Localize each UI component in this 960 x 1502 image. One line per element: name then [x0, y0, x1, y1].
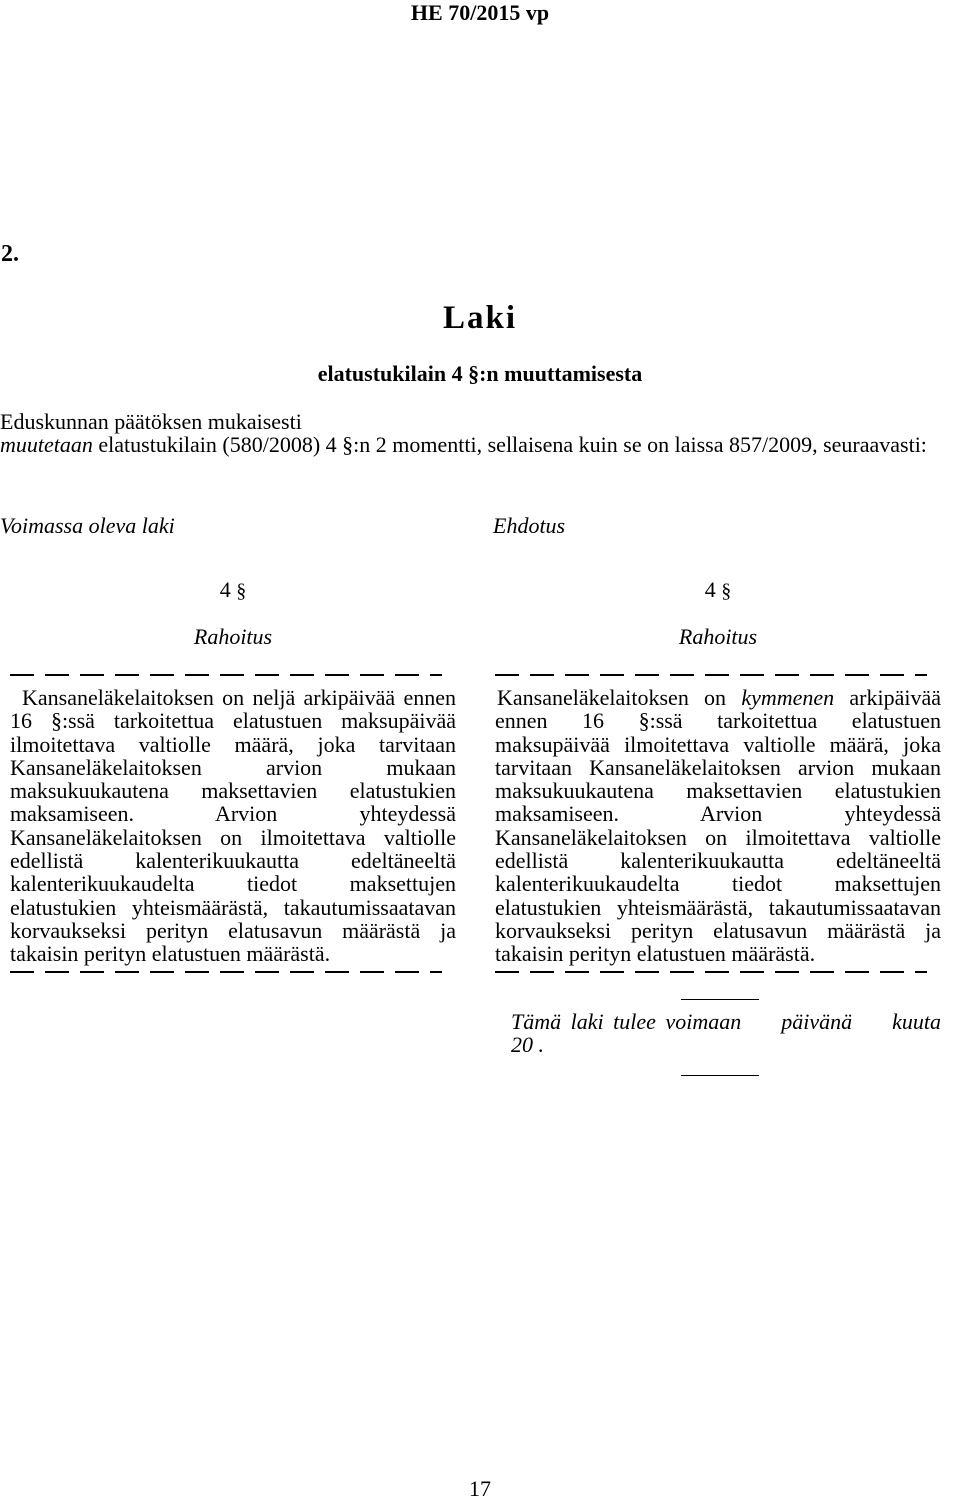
section-symbol: §: [721, 580, 732, 602]
current-law-column: [0, 512, 456, 973]
proposal-section-digit: 4: [704, 577, 716, 602]
entry-part-3: kuuta 20 .: [511, 1009, 941, 1058]
section-number: 2.: [1, 241, 19, 267]
document-id: HE 70/2015 vp: [410, 0, 550, 25]
end-rule: [681, 1075, 759, 1077]
proposal-column: [495, 512, 941, 1076]
entry-part-1: Tämä laki tulee voimaan: [511, 1009, 742, 1035]
preamble-rest: elatustukilain (580/2008) 4 §:n 2 momentti, sellaisena kuin se on laissa 857/2009, seuraavasti:: [92, 432, 927, 457]
preamble: [0, 410, 958, 456]
proposal-text-emphasis: kymmenen: [741, 685, 835, 710]
separator-rule: [681, 999, 759, 1001]
preamble-line-1: Eduskunnan päätöksen mukaisesti: [0, 409, 302, 434]
proposal-section-title: Rahoitus: [678, 624, 758, 649]
law-heading: Laki: [442, 300, 518, 336]
current-law-heading: Voimassa oleva laki: [0, 513, 175, 538]
proposal-section-number: [495, 576, 941, 605]
entry-into-force-clause: [495, 1010, 941, 1057]
law-subtitle: elatustukilain 4 §:n muuttamisesta: [317, 361, 643, 386]
proposal-section-text: [495, 686, 941, 966]
entry-part-2: päivänä: [781, 1009, 853, 1035]
proposal-text-after: arkipäivää ennen 16 §:ssä tarkoitettua elatustuen maksupäivää ilmoitettava valtiolle määrä, joka tarvitaan Kansaneläkelaitoksen arvion mukaan maksukuukautena maksettavien elatustukien maksamiseen. Arvion yhteydessä Kansaneläkelaitoksen on ilmoitettava valtiolle edellistä kalenterikuukautta edeltäneeltä kalenterikuukaudelta tiedot maksettujen elatustukien yhteismäärästä, takautumissaatavan korvaukseksi perityn elatusavun määrästä ja takaisin perityn elatustuen määrästä.: [495, 685, 942, 967]
proposal-heading: Ehdotus: [493, 513, 566, 538]
preamble-verb: muutetaan: [0, 432, 93, 457]
omission-dashes-top: [495, 673, 927, 676]
current-section-title: Rahoitus: [193, 624, 273, 649]
current-section-number: [10, 576, 456, 605]
omission-dashes-top: [10, 673, 442, 676]
preamble-line-2: [0, 433, 958, 456]
page-number: 17: [469, 1476, 491, 1501]
current-section-text: Kansaneläkelaitoksen on neljä arkipäivää ennen 16 §:ssä tarkoitettua elatustuen maksupäivää ilmoitettava valtiolle määrä, joka tarvitaan Kansaneläkelaitoksen arvion mukaan maksukuukautena maksettavien elatustukien maksamiseen. Arvion yhteydessä Kansaneläkelaitoksen on ilmoitettava valtiolle edellistä kalenterikuukautta edeltäneeltä kalenterikuukaudelta tiedot maksettujen elatustukien yhteismäärästä, takautumissaatavan korvaukseksi perityn elatusavun määrästä ja takaisin perityn elatustuen määrästä.: [10, 685, 456, 967]
current-section-digit: 4: [219, 577, 231, 602]
omission-dashes-bottom: [495, 970, 927, 973]
proposal-text-before: Kansaneläkelaitoksen on: [497, 685, 742, 710]
section-symbol: §: [236, 580, 247, 602]
omission-dashes-bottom: [10, 970, 442, 973]
